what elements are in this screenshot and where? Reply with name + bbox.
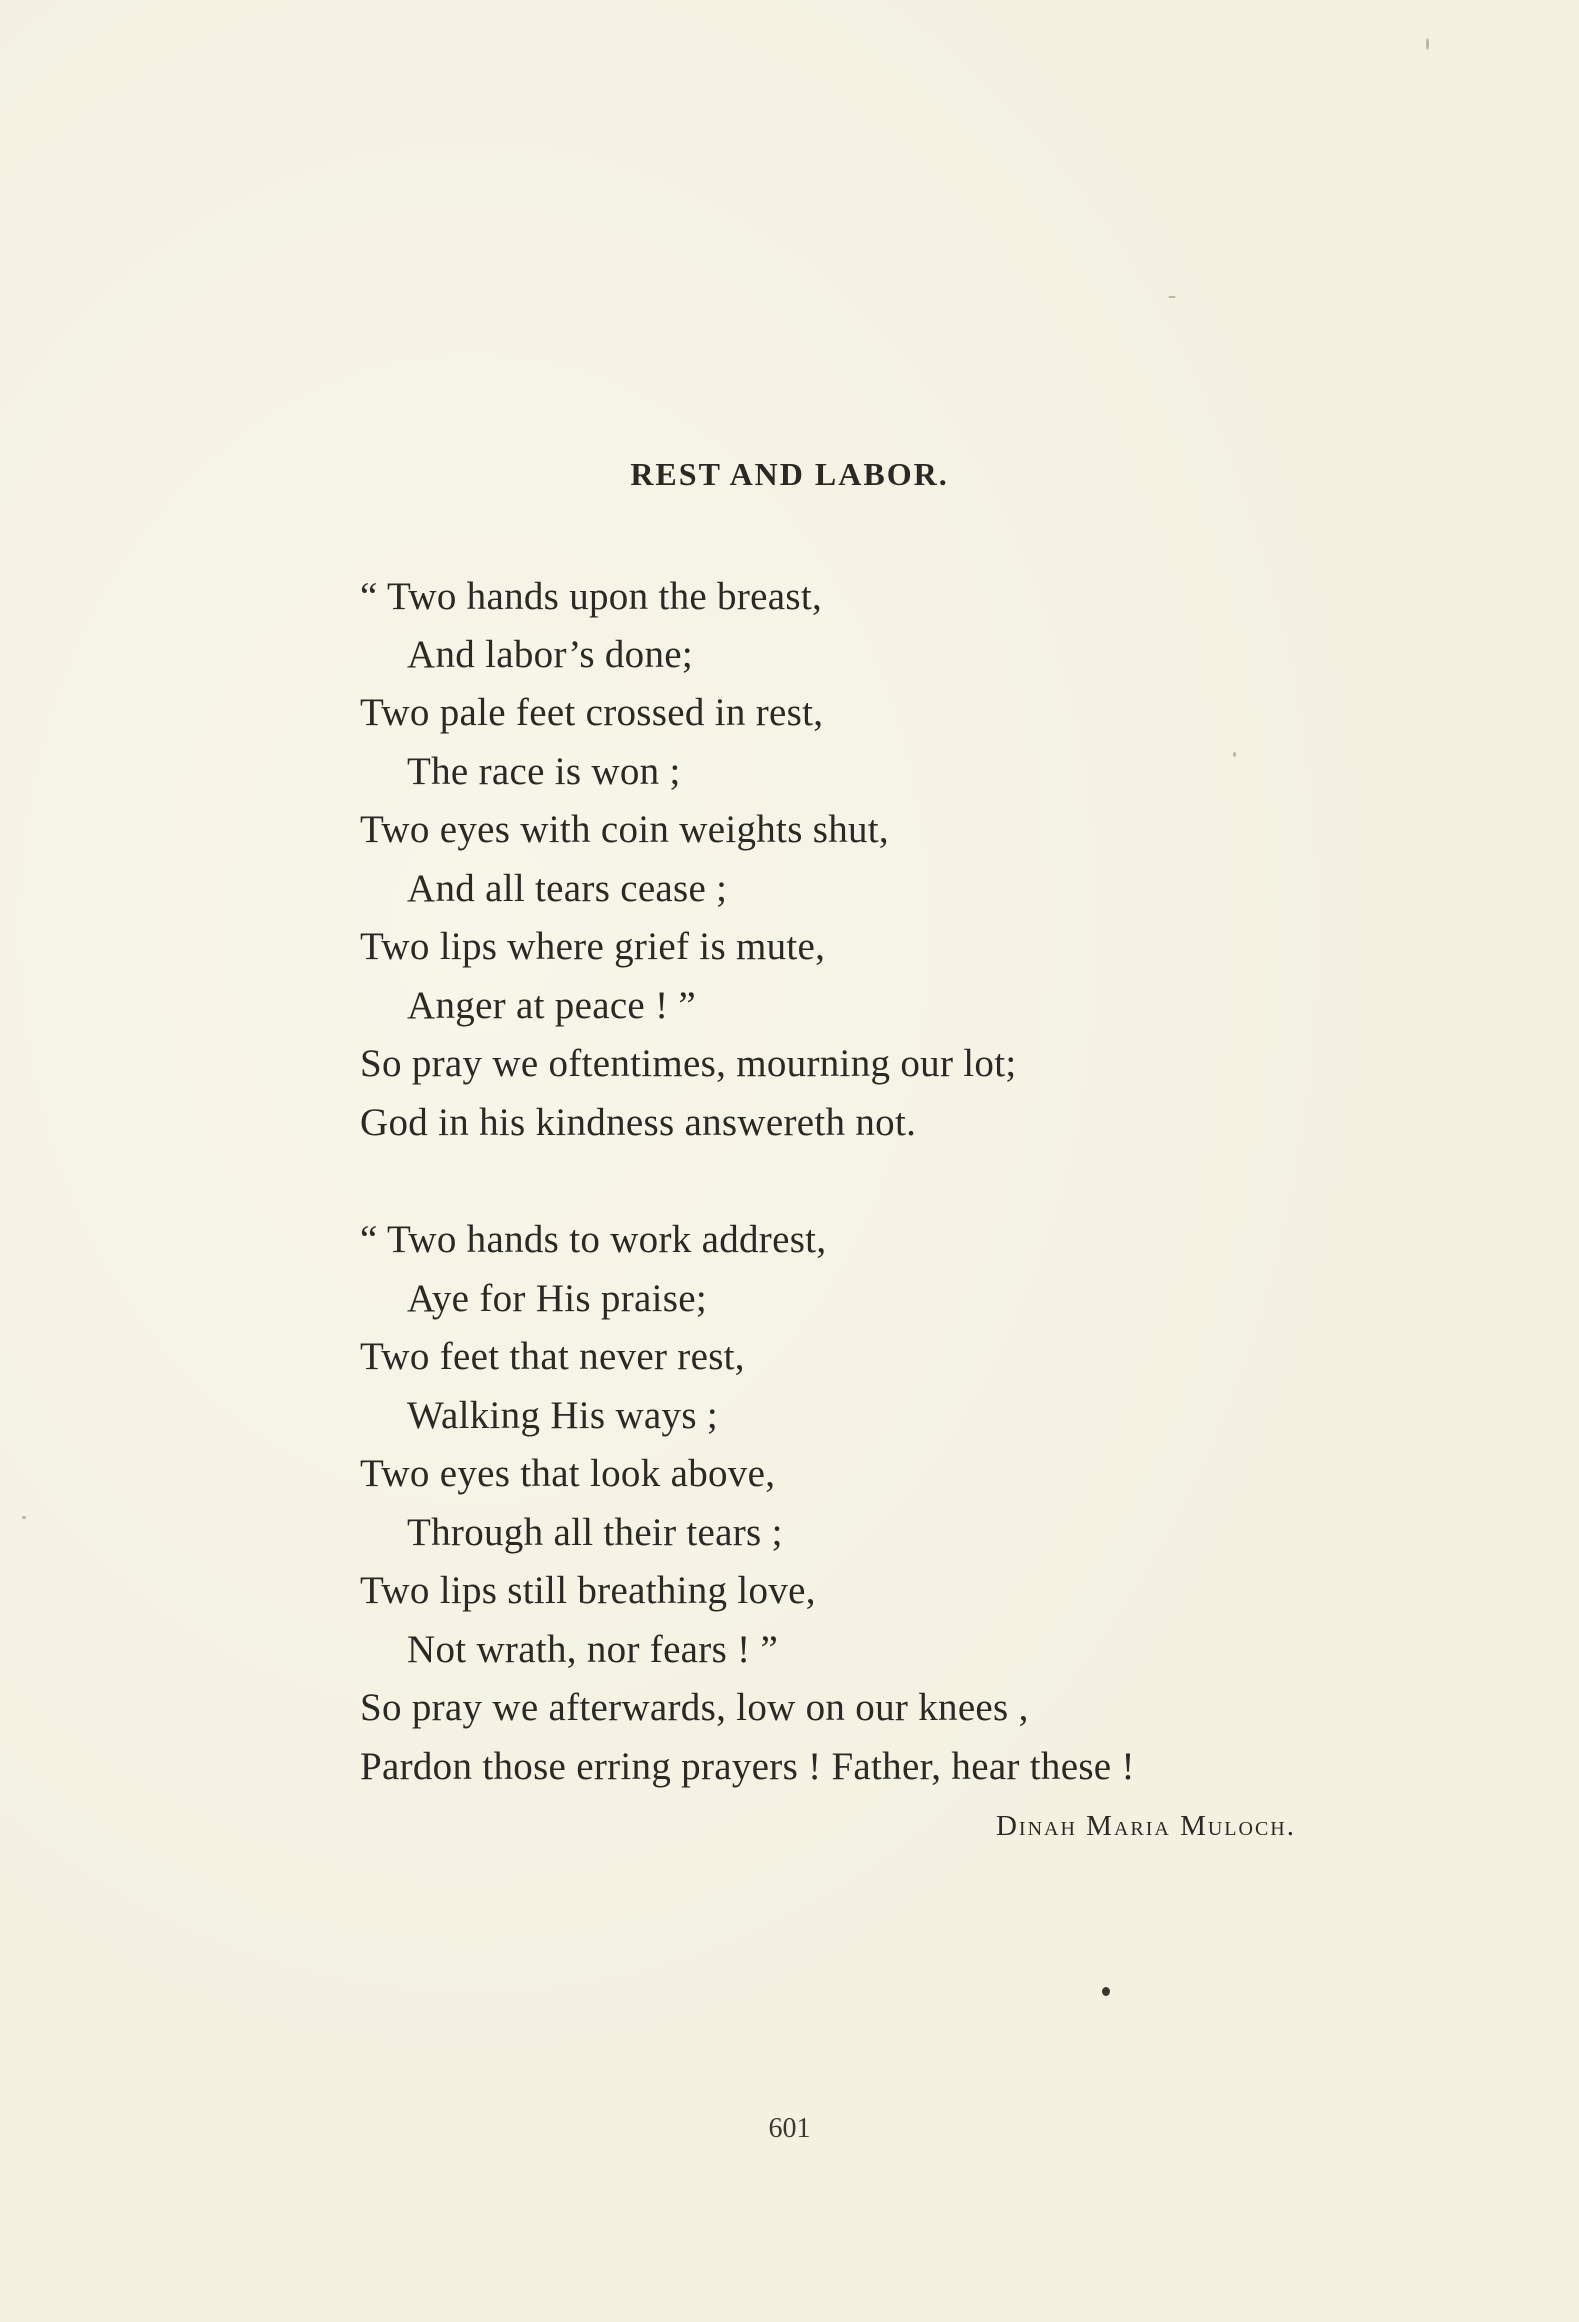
poem-line: Aye for His praise; bbox=[407, 1277, 707, 1320]
poem-line: And all tears cease ; bbox=[407, 867, 728, 910]
poem-line: And labor’s done; bbox=[407, 633, 694, 676]
poem-line: Walking His ways ; bbox=[407, 1394, 718, 1437]
poem-line: Two feet that never rest, bbox=[360, 1335, 745, 1378]
poem-title: REST AND LABOR. bbox=[630, 456, 949, 492]
poem-line: Two lips where grief is mute, bbox=[360, 925, 826, 968]
poem-line: Pardon those erring prayers ! Father, hear these ! bbox=[360, 1745, 1135, 1788]
poem-line: The race is won ; bbox=[407, 750, 681, 793]
paper-speck bbox=[1426, 38, 1429, 50]
poem-line: Two pale feet crossed in rest, bbox=[360, 691, 824, 734]
poem-line: Not wrath, nor fears ! ” bbox=[407, 1628, 779, 1671]
paper-speck bbox=[1168, 296, 1176, 298]
paper-speck bbox=[1233, 752, 1236, 757]
poem-line: God in his kindness answereth not. bbox=[360, 1101, 917, 1144]
poem-line: “ Two hands upon the breast, bbox=[360, 575, 823, 618]
poem-line: So pray we afterwards, low on our knees , bbox=[360, 1686, 1029, 1729]
poem-line: Two eyes that look above, bbox=[360, 1452, 776, 1495]
ink-speck bbox=[1102, 1987, 1110, 1996]
poem-line: “ Two hands to work addrest, bbox=[360, 1218, 827, 1261]
poem-line: Two lips still breathing love, bbox=[360, 1569, 816, 1612]
poem-line: So pray we oftentimes, mourning our lot; bbox=[360, 1042, 1017, 1085]
author-attribution: Dinah Maria Muloch. bbox=[995, 1810, 1296, 1842]
poem-line: Two eyes with coin weights shut, bbox=[360, 808, 889, 851]
poem-line: Anger at peace ! ” bbox=[407, 984, 697, 1027]
paper-speck bbox=[22, 1516, 26, 1519]
poem-line: Through all their tears ; bbox=[407, 1511, 783, 1554]
page-number: 601 bbox=[768, 2113, 811, 2144]
